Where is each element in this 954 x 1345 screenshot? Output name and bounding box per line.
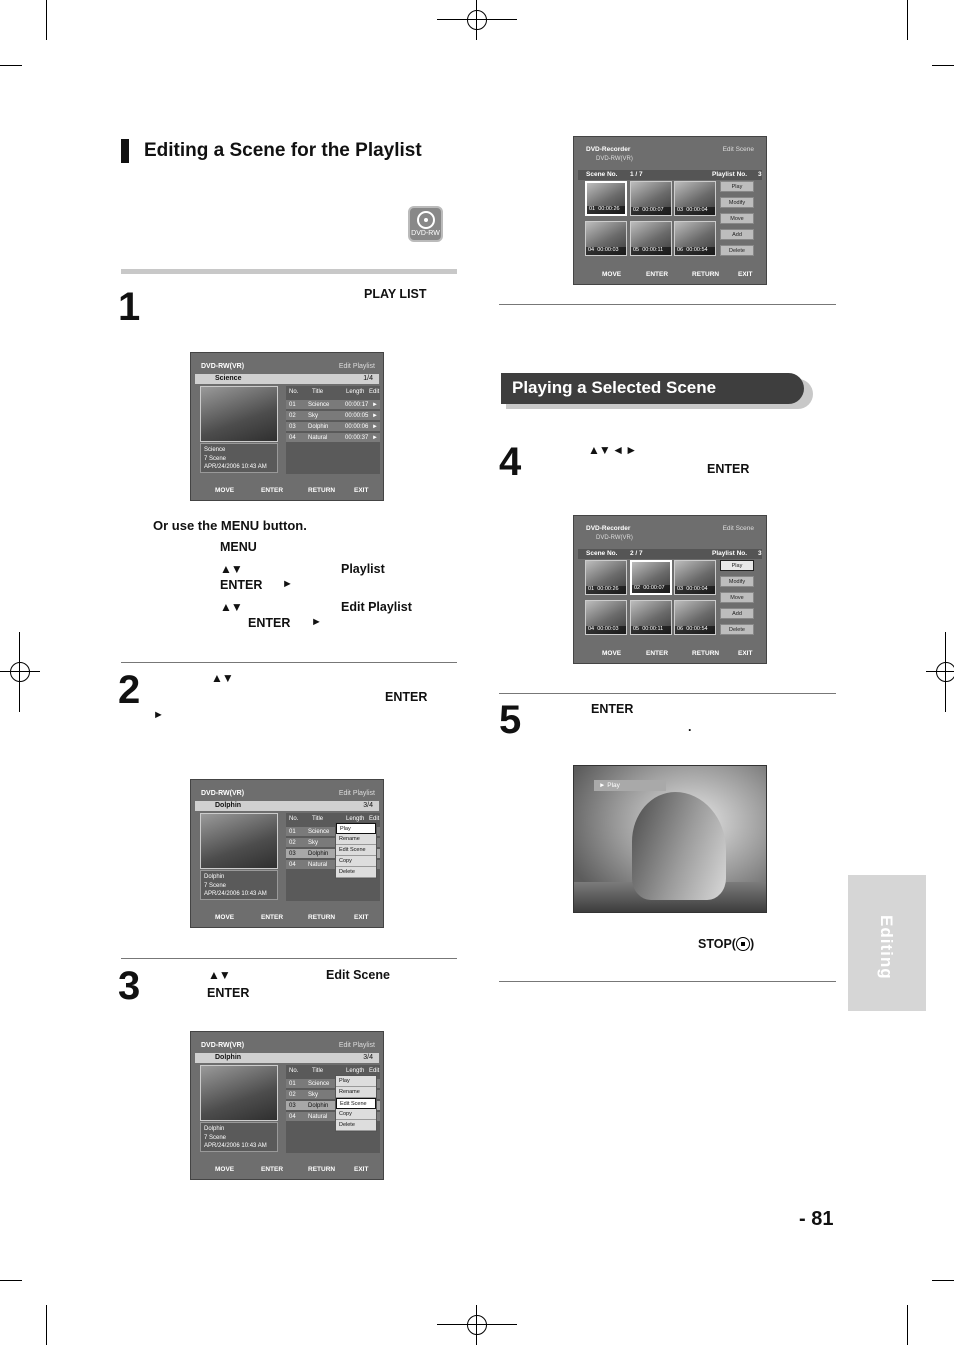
thumbnail (200, 1065, 278, 1121)
section-title: Editing a Scene for the Playlist (144, 140, 422, 161)
scene-cell[interactable]: 03 00:00:04 (674, 181, 716, 216)
col-edit: Edit (369, 389, 380, 395)
dvd-rw-badge (408, 206, 443, 242)
chapter-tab (848, 875, 926, 1011)
menu-play[interactable]: Play (720, 560, 754, 571)
crop-mark (932, 1280, 954, 1281)
title-info (200, 870, 278, 900)
osd-mode: Edit Scene (722, 146, 754, 153)
col-edit: Edit (369, 1068, 380, 1074)
crop-mark (907, 0, 908, 40)
osd-footer (578, 267, 762, 281)
playlist-number: 3 (758, 171, 762, 178)
key-enter: ENTER (220, 578, 263, 592)
section-end-rule (499, 981, 836, 982)
stop-close: ) (749, 937, 755, 951)
info-title: Science (204, 447, 226, 453)
key-arrows: ▲▼ ◄ ► (588, 443, 637, 457)
registration-mark (0, 632, 40, 712)
scene-cell[interactable]: 06 00:00:54 (674, 221, 716, 256)
footer-exit: EXIT (354, 487, 369, 494)
osd-sub-title: Science (215, 375, 242, 382)
col-title: Title (312, 1068, 324, 1074)
osd-footer (195, 910, 379, 924)
key-stop: STOP( (698, 937, 736, 951)
scene-cell[interactable]: 04 00:00:03 (585, 600, 627, 635)
step-number: 3 (118, 964, 141, 1008)
osd-subheader (195, 374, 379, 384)
footer-exit: EXIT (354, 1166, 369, 1173)
footer-move: MOVE (215, 1166, 235, 1173)
footer-move: MOVE (215, 914, 235, 921)
col-length: Length (346, 1068, 365, 1074)
osd-footer (195, 483, 379, 497)
item-edit-playlist: Edit Playlist (341, 600, 412, 614)
osd-subheader (195, 801, 379, 811)
footer-return: RETURN (308, 1166, 336, 1173)
popup-item-edit-scene[interactable]: Edit Scene (336, 1098, 376, 1109)
title-info (200, 443, 278, 473)
col-no: No. (289, 1068, 299, 1074)
footer-enter: ENTER (261, 914, 284, 921)
stop-instruction (698, 937, 754, 951)
col-no: No. (289, 389, 299, 395)
osd-disc: DVD-RW(VR) (201, 790, 245, 797)
table-row[interactable]: 02 Sky (286, 1090, 380, 1100)
info-scene: 7 Scene (204, 1134, 227, 1141)
step-divider (499, 304, 836, 305)
step-divider (499, 693, 836, 694)
or-menu-note: Or use the MENU button. (153, 518, 307, 533)
dolphin-image (632, 792, 726, 900)
osd-app: DVD-Recorder (586, 146, 631, 153)
scene-cell[interactable]: 03 00:00:04 (674, 560, 716, 595)
scene-label: Scene No. (586, 171, 618, 178)
chapter-tab-label: Editing (877, 915, 896, 980)
table-row[interactable]: 03 Dolphin (286, 1101, 380, 1111)
osd-mode: Edit Playlist (338, 790, 375, 797)
osd-header (578, 519, 762, 549)
table-row[interactable]: 02 Sky 00:00:05 ► (286, 411, 380, 421)
menu-play[interactable]: Play (720, 181, 754, 192)
playlist-number: 3 (758, 550, 762, 557)
scene-cell[interactable]: 02 00:00:07 (630, 181, 672, 216)
footer-return: RETURN (692, 271, 720, 278)
key-enter: ENTER (385, 690, 428, 704)
step-divider (121, 958, 457, 959)
osd-subheader (195, 1053, 379, 1063)
scene-cell[interactable]: 01 00:00:26 (585, 181, 627, 216)
popup-item-copy[interactable]: Copy (336, 1109, 376, 1120)
footer-enter: ENTER (646, 271, 669, 278)
menu-delete[interactable]: Delete (720, 245, 754, 256)
scene-cell[interactable]: 01 00:00:26 (585, 560, 627, 595)
disc-icon (417, 211, 435, 229)
key-enter: ENTER (591, 702, 634, 716)
info-title: Dolphin (204, 1126, 225, 1132)
table-row[interactable]: 01 Science (286, 827, 380, 837)
col-edit: Edit (369, 816, 380, 822)
title-marker (121, 139, 129, 163)
playlist-label: Playlist No. (712, 171, 748, 178)
osd-edit-playlist (190, 352, 384, 501)
crop-mark (46, 0, 47, 40)
table-row[interactable]: 01 Science 00:00:17 ► (286, 400, 380, 410)
footer-return: RETURN (308, 914, 336, 921)
osd-disc: DVD-RW(VR) (201, 363, 245, 370)
popup-item-copy[interactable]: Copy (336, 856, 376, 867)
footer-return: RETURN (308, 487, 336, 494)
menu-modify[interactable]: Modify (720, 197, 754, 208)
crop-mark (0, 65, 22, 66)
osd-mode: Edit Playlist (338, 1042, 375, 1049)
crop-mark (907, 1305, 908, 1345)
info-date: APR/24/2006 10:43 AM (204, 464, 267, 470)
menu-delete[interactable]: Delete (720, 624, 754, 635)
key-enter: ENTER (207, 986, 250, 1000)
table-row[interactable]: 04 Natural 00:00:37 ► (286, 433, 380, 443)
info-date: APR/24/2006 10:43 AM (204, 891, 267, 897)
key-up-down: ▲▼ (220, 600, 242, 614)
play-indicator: ► Play (594, 780, 666, 791)
osd-edit-scene (573, 136, 767, 285)
popup-item-rename[interactable]: Rename (336, 1087, 376, 1098)
scene-number: 1 / 7 (630, 171, 643, 178)
osd-header (195, 783, 379, 801)
footer-enter: ENTER (261, 487, 284, 494)
scene-label: Scene No. (586, 550, 618, 557)
osd-edit-playlist-popup (190, 779, 384, 928)
col-title: Title (312, 816, 324, 822)
key-play-list: PLAY LIST (364, 287, 427, 301)
title-info (200, 1122, 278, 1152)
osd-header (578, 140, 762, 170)
col-no: No. (289, 816, 299, 822)
key-enter: ENTER (248, 616, 291, 630)
playback-screen (573, 765, 767, 913)
crop-mark (0, 1280, 22, 1281)
osd-sub-count: 1/4 (363, 375, 373, 382)
registration-mark (926, 632, 954, 712)
dvd-rw-badge-label: DVD-RW (411, 230, 440, 237)
section-title: Playing a Selected Scene (512, 378, 717, 397)
key-up-down: ▲▼ (208, 968, 230, 982)
osd-disc: DVD-RW(VR) (596, 156, 633, 162)
osd-app: DVD-Recorder (586, 525, 631, 532)
osd-header (195, 1035, 379, 1053)
title-list (286, 386, 380, 474)
col-title: Title (312, 389, 324, 395)
stop-icon (736, 937, 750, 951)
footer-exit: EXIT (354, 914, 369, 921)
edit-popup-menu (335, 1075, 377, 1132)
key-right: ► (153, 709, 164, 721)
footer-enter: ENTER (646, 650, 669, 657)
period: . (688, 720, 692, 734)
osd-footer (195, 1162, 379, 1176)
footer-move: MOVE (215, 487, 235, 494)
footer-move: MOVE (602, 271, 622, 278)
osd-mode: Edit Scene (722, 525, 754, 532)
item-playlist: Playlist (341, 562, 385, 576)
osd-sub-count: 3/4 (363, 802, 373, 809)
osd-sub-title: Dolphin (215, 1054, 242, 1061)
table-row[interactable]: 03 Dolphin 00:00:06 ► (286, 422, 380, 432)
popup-item-delete[interactable]: Delete (336, 1120, 376, 1131)
scene-cell[interactable]: 05 00:00:11 (630, 600, 672, 635)
menu-modify[interactable]: Modify (720, 576, 754, 587)
footer-enter: ENTER (261, 1166, 284, 1173)
info-scene: 7 Scene (204, 882, 227, 889)
osd-header (195, 356, 379, 374)
menu-move[interactable]: Move (720, 213, 754, 224)
col-length: Length (346, 389, 365, 395)
step-divider (121, 662, 457, 663)
menu-add[interactable]: Add (720, 229, 754, 240)
osd-edit-playlist-edit-scene (190, 1031, 384, 1180)
step-number: 5 (499, 698, 522, 742)
popup-item-delete[interactable]: Delete (336, 867, 376, 878)
list-header (286, 389, 380, 397)
footer-move: MOVE (602, 650, 622, 657)
key-menu: MENU (220, 540, 257, 554)
page-number: - 81 (799, 1208, 834, 1230)
footer-exit: EXIT (738, 271, 753, 278)
step-number: 4 (499, 440, 522, 484)
crop-mark (932, 65, 954, 66)
table-row[interactable]: 04 Natural (286, 1112, 380, 1122)
scene-cell[interactable]: 04 00:00:03 (585, 221, 627, 256)
registration-mark (437, 1305, 517, 1345)
info-date: APR/24/2006 10:43 AM (204, 1143, 267, 1149)
registration-mark (437, 0, 517, 40)
key-up-down: ▲▼ (211, 671, 233, 685)
scene-info-row (578, 170, 762, 180)
thumbnail (200, 386, 278, 442)
osd-disc: DVD-RW(VR) (201, 1042, 245, 1049)
footer-return: RETURN (692, 650, 720, 657)
osd-edit-scene (573, 515, 767, 664)
info-title: Dolphin (204, 874, 225, 880)
key-right: ► (311, 616, 322, 628)
osd-mode: Edit Playlist (338, 363, 375, 370)
crop-mark (46, 1305, 47, 1345)
popup-item-play[interactable]: Play (336, 823, 376, 834)
popup-item-edit-scene[interactable]: Edit Scene (336, 845, 376, 856)
step-number: 2 (118, 668, 141, 712)
menu-move[interactable]: Move (720, 592, 754, 603)
step-number: 1 (118, 285, 141, 329)
osd-disc: DVD-RW(VR) (596, 535, 633, 541)
thumbnail (200, 813, 278, 869)
footer-exit: EXIT (738, 650, 753, 657)
table-row[interactable]: 03 Dolphin (286, 849, 380, 859)
key-enter: ENTER (707, 462, 750, 476)
popup-item-play[interactable]: Play (336, 1076, 376, 1087)
edit-popup-menu (335, 822, 377, 879)
table-row[interactable]: 01 Science (286, 1079, 380, 1089)
playlist-label: Playlist No. (712, 550, 748, 557)
osd-footer (578, 646, 762, 660)
scene-number: 2 / 7 (630, 550, 643, 557)
item-edit-scene: Edit Scene (326, 968, 390, 982)
col-length: Length (346, 816, 365, 822)
popup-item-rename[interactable]: Rename (336, 834, 376, 845)
scene-info-row (578, 549, 762, 559)
scene-cell[interactable]: 02 00:00:07 (630, 560, 672, 595)
osd-sub-title: Dolphin (215, 802, 242, 809)
menu-add[interactable]: Add (720, 608, 754, 619)
section-divider (121, 269, 457, 274)
key-right: ► (282, 578, 293, 590)
info-scene: 7 Scene (204, 455, 227, 462)
scene-cell[interactable]: 06 00:00:54 (674, 600, 716, 635)
key-up-down: ▲▼ (220, 562, 242, 576)
table-row[interactable]: 04 Natural (286, 860, 380, 870)
osd-sub-count: 3/4 (363, 1054, 373, 1061)
section-banner (501, 373, 804, 404)
scene-cell[interactable]: 05 00:00:11 (630, 221, 672, 256)
table-row[interactable]: 02 Sky (286, 838, 380, 848)
